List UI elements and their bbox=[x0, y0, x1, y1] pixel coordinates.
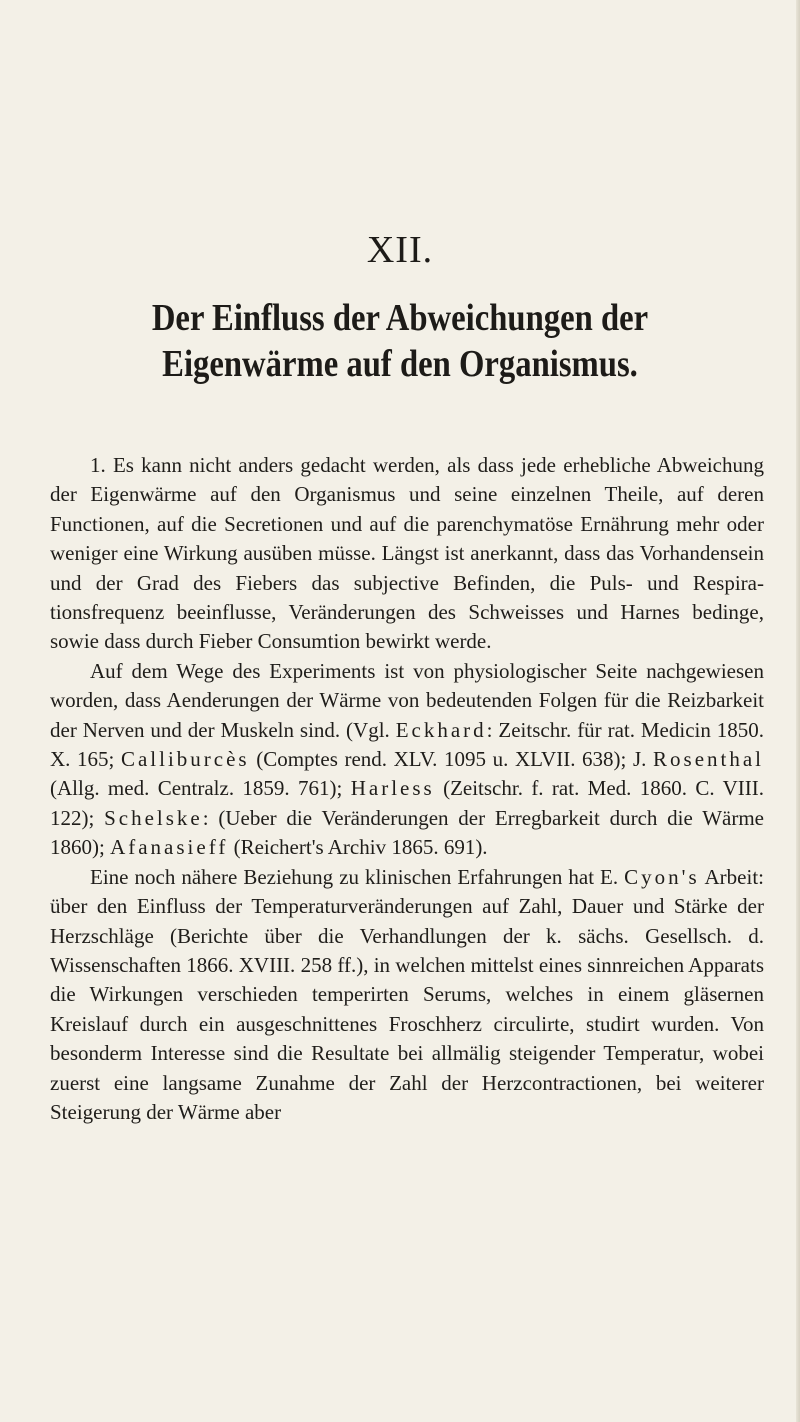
chapter-number: XII. bbox=[366, 229, 434, 271]
author-name: Calliburcès bbox=[120, 747, 250, 772]
paragraph-3-text: Arbeit: über den Einfluss der Temperaturveränderungen auf Zahl, Dauer und Stärke der Herzschläge (Berichte über die Verhandlungen der k. sächs. Gesellsch. d. Wissenschaften 1866. XVIII. 258 ff.), in welchen mittelst eines sinnreichen Apparats die Wirkungen verschieden temperirten Serums, welches in einem gläsernen Kreislauf durch ein ausgeschnittenes Froschherz circulirte, studirt wurden. Von besonderm Interesse sind die Resultate bei allmälig steigender Temperatur, wobei zuerst eine langsame Zunahme der Zahl der Herzcontractionen, bei weiterer Steigerung der Wärme aber bbox=[50, 864, 764, 1124]
paragraph-2-text: : (Ueber die Veränderungen der Erregbarkeit durch die Wärme 1860); bbox=[50, 805, 764, 860]
paragraph-2-text: : Zeitschr. für rat. Medicin 1850. X. 165; bbox=[50, 717, 764, 772]
chapter-title: Der Einfluss der Abweichungen der Eigenwärme auf den Organismus. bbox=[151, 297, 649, 385]
author-name: Rosenthal bbox=[653, 747, 765, 772]
page-edge bbox=[796, 0, 800, 1422]
paragraph-2-text: Auf dem Wege des Experiments ist von physiologischer Seite nachgewiesen worden, dass Aenderungen der Wärme von bedeutenden Folgen für die Reizbarkeit der Nerven und der Muskeln sind. (Vgl. bbox=[50, 658, 764, 742]
paragraph-2-text: (Comptes rend. XLV. 1095 u. XLVII. 638); J. bbox=[249, 747, 654, 772]
paragraph-1: 1. Es kann nicht anders gedacht werden, als dass jede erhebliche Abweichung der Eigenwärme auf den Organismus und seine einzelnen Theile, auf deren Functionen, auf die Secretionen und auf die parenchymatöse Ernährung mehr oder weniger eine Wirkung ausüben müsse. Längst ist anerkannt, dass das Vorhandensein und der Grad des Fiebers das subjective Befinden, die Puls- und Respirationsfrequenz beeinflusse, Veränderungen des Schweisses und Harnes bedinge, sowie dass durch Fieber Consumtion bewirkt werde. bbox=[50, 453, 764, 654]
author-name: Schelske bbox=[104, 805, 203, 830]
author-name: Eckhard bbox=[395, 717, 487, 742]
paragraph-3 bbox=[50, 863, 764, 1128]
author-name: Cyon's bbox=[624, 864, 700, 889]
paragraph-3-text: Eine noch nähere Beziehung zu klinischen Erfahrungen hat E. bbox=[90, 864, 625, 889]
paragraph-2-text: (Zeitschr. f. rat. Med. 1860. C. VIII. 122); bbox=[50, 776, 765, 830]
author-name: Afanasieff bbox=[110, 835, 229, 860]
paragraph-2 bbox=[50, 657, 764, 863]
body-text bbox=[50, 451, 764, 1127]
paragraph-2-text: (Allg. med. Centralz. 1859. 761); bbox=[50, 776, 351, 801]
paragraph-2-text: (Reichert's Archiv 1865. 691). bbox=[228, 835, 488, 860]
author-name: Harless bbox=[350, 776, 435, 801]
